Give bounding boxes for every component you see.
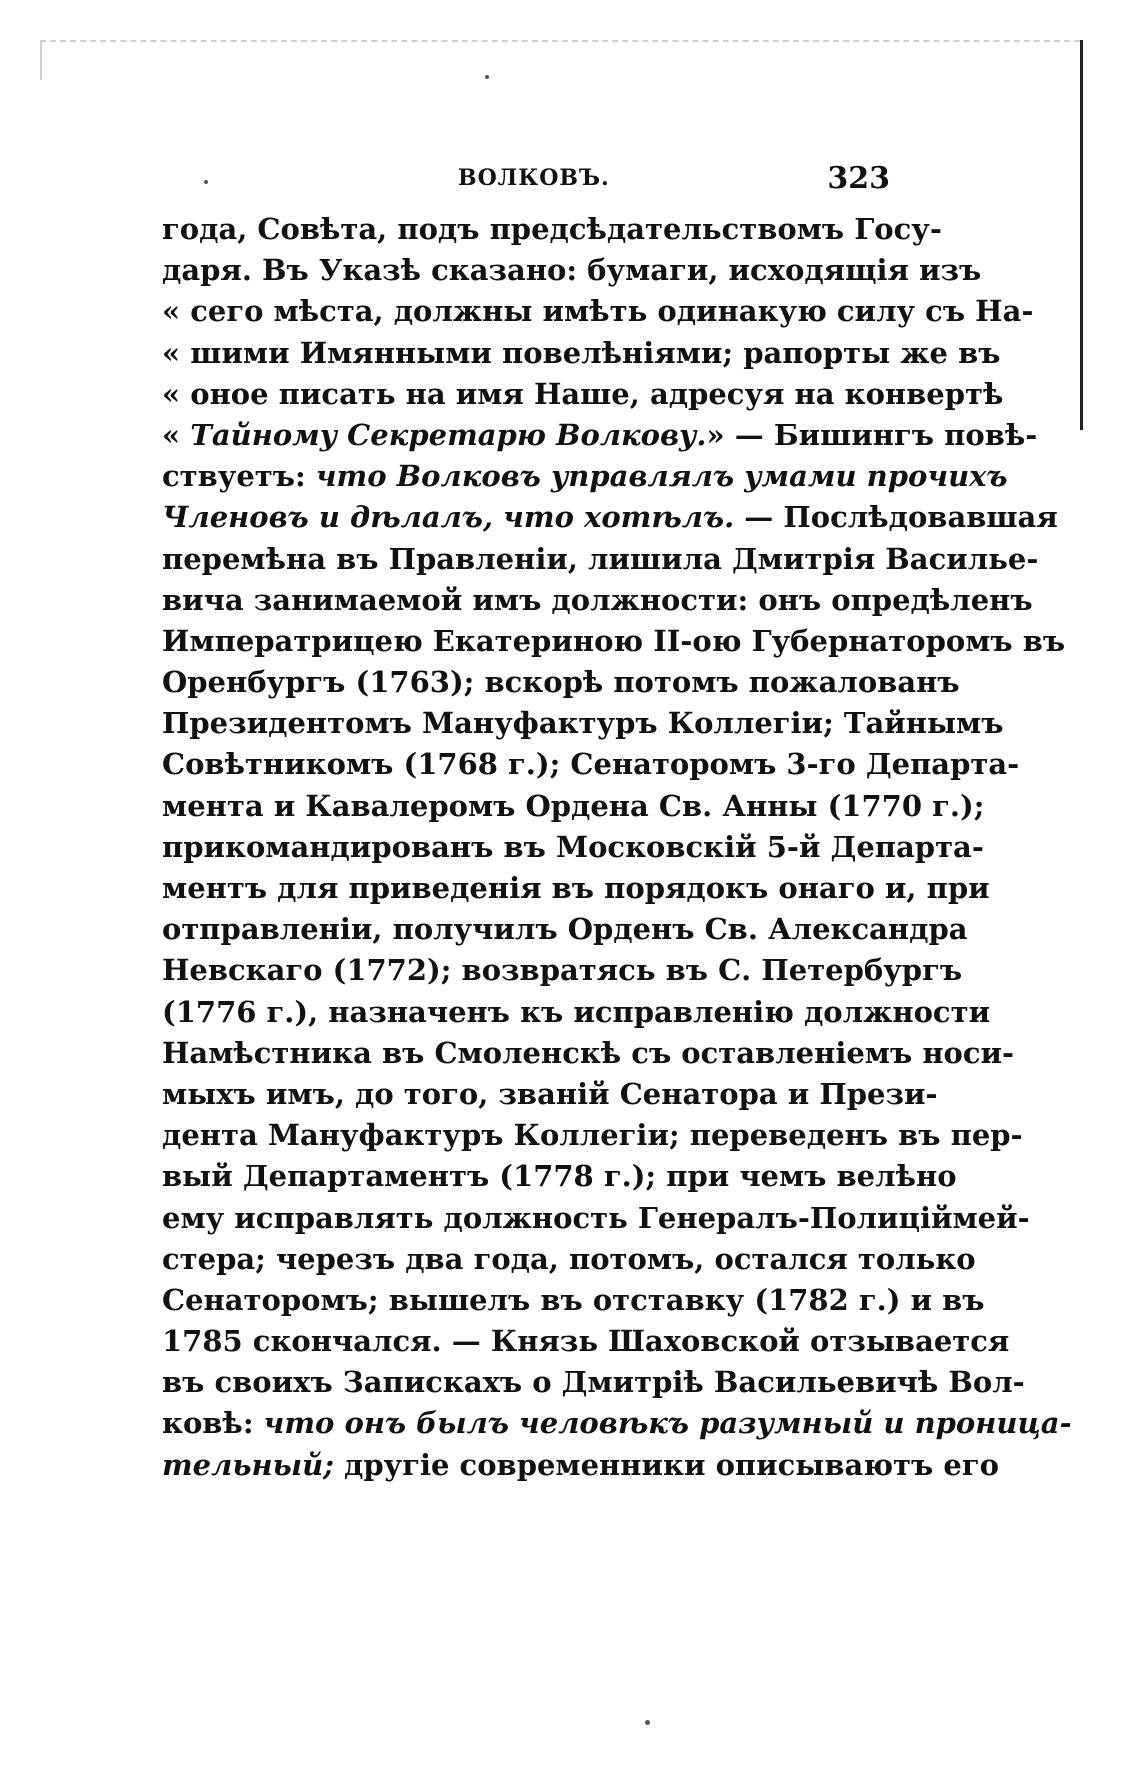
text-line bbox=[162, 1156, 957, 1197]
text-segment: ему исправлять должность Генералъ-Полиціймей- bbox=[162, 1200, 1030, 1235]
text-segment: стера; черезъ два года, потомъ, остался только bbox=[162, 1241, 976, 1276]
text-segment: Оренбургъ (1763); вскорѣ потомъ пожалованъ bbox=[162, 665, 960, 700]
text-line bbox=[162, 950, 963, 991]
text-line bbox=[162, 497, 1058, 538]
text-segment: ствуетъ: bbox=[162, 459, 316, 494]
text-line bbox=[162, 1239, 976, 1280]
text-segment: вича занимаемой имъ должности: онъ опредѣленъ bbox=[162, 582, 1033, 617]
text-segment: ментъ для приведенія въ порядокъ онаго и, при bbox=[162, 871, 990, 905]
text-line bbox=[162, 580, 1033, 621]
text-line bbox=[162, 1362, 1025, 1403]
text-segment: Императрицею Екатериною II-ою Губернаторомъ въ bbox=[162, 623, 1066, 658]
text-segment: Сенаторомъ; вышелъ въ отставку (1782 г.) и въ bbox=[162, 1282, 985, 1317]
text-segment: вый Департаментъ (1778 г.); при чемъ велѣно bbox=[162, 1159, 957, 1194]
text-segment: « сего мѣста, должны имѣть одинакую силу съ На- bbox=[162, 294, 1034, 329]
italic-segment: тельный; bbox=[162, 1447, 334, 1482]
scan-edge-top bbox=[40, 40, 1080, 42]
scan-edge-left bbox=[40, 40, 42, 80]
text-segment: Президентомъ Мануфактуръ Коллегіи; Тайнымъ bbox=[162, 706, 1004, 741]
text-segment: « bbox=[162, 417, 191, 452]
italic-segment: Тайному Секретарю Волкову. bbox=[190, 417, 707, 452]
text-line bbox=[162, 456, 1008, 497]
text-line bbox=[162, 539, 1039, 580]
text-line bbox=[162, 1445, 999, 1486]
running-title: ВОЛКОВЪ. bbox=[458, 165, 610, 191]
text-line bbox=[162, 1403, 1072, 1444]
italic-segment: Членовъ и дѣлалъ, что хотѣлъ. bbox=[162, 500, 735, 535]
text-line bbox=[162, 250, 982, 291]
text-line bbox=[162, 621, 1066, 662]
text-segment: перемѣна въ Правленіи, лишила Дмитрія Василье- bbox=[162, 541, 1039, 576]
text-line bbox=[162, 662, 960, 703]
text-line bbox=[162, 374, 1004, 415]
text-segment: 1785 скончался. — Князь Шаховской отзывается bbox=[162, 1324, 1010, 1359]
text-segment: « оное писать на имя Наше, адресуя на конвертѣ bbox=[162, 376, 1004, 411]
text-segment: — Послѣдовавшая bbox=[734, 500, 1058, 535]
text-segment: мыхъ имъ, до того, званій Сенатора и Прези- bbox=[162, 1076, 938, 1111]
text-segment: прикомандированъ въ Московскій 5-й Департа- bbox=[162, 829, 984, 864]
text-segment: года, Совѣта, подъ предсѣдательствомъ Госу- bbox=[162, 212, 942, 246]
text-line bbox=[162, 1198, 1030, 1239]
text-line bbox=[162, 703, 1004, 744]
italic-segment: что Волковъ управлялъ умами прочихъ bbox=[315, 459, 1008, 494]
text-line bbox=[162, 992, 991, 1033]
text-line bbox=[162, 909, 968, 950]
body-text bbox=[162, 209, 1072, 1486]
text-segment: « шими Имянными повелѣніями; рапорты же въ bbox=[162, 335, 1001, 370]
text-line bbox=[162, 291, 1034, 332]
scan-speck bbox=[645, 1720, 650, 1725]
running-head bbox=[162, 161, 890, 209]
text-segment: Совѣтникомъ (1768 г.); Сенаторомъ 3-го Департа- bbox=[162, 747, 1020, 782]
text-line bbox=[162, 786, 985, 827]
text-segment: Намѣстника въ Смоленскѣ съ оставленіемъ носи- bbox=[162, 1035, 1015, 1070]
text-line bbox=[162, 868, 990, 909]
book-page bbox=[162, 161, 1072, 1486]
text-line bbox=[162, 1033, 1015, 1074]
text-segment: другіе современники описываютъ его bbox=[333, 1447, 999, 1482]
text-segment: » — Бишингъ повѣ- bbox=[706, 417, 1038, 452]
text-segment: даря. Въ Указѣ сказано: бумаги, исходящія изъ bbox=[162, 253, 982, 288]
text-line bbox=[162, 1280, 985, 1321]
text-line bbox=[162, 744, 1020, 785]
text-segment: ковѣ: bbox=[162, 1406, 264, 1441]
text-segment: отправленіи, получилъ Орденъ Св. Александра bbox=[162, 912, 968, 947]
text-line bbox=[162, 827, 984, 868]
text-line bbox=[162, 1115, 1023, 1156]
text-line bbox=[162, 209, 942, 250]
text-line bbox=[162, 415, 1038, 456]
text-segment: мента и Кавалеромъ Ордена Св. Анны (1770 г.); bbox=[162, 788, 985, 823]
page-number: 323 bbox=[827, 161, 890, 196]
scan-edge-right bbox=[1080, 40, 1083, 430]
text-segment: дента Мануфактуръ Коллегіи; переведенъ въ пер- bbox=[162, 1118, 1023, 1153]
text-segment: (1776 г.), назначенъ къ исправленію должности bbox=[162, 994, 991, 1029]
text-line bbox=[162, 1074, 938, 1115]
text-segment: въ своихъ Запискахъ о Дмитріѣ Васильевичѣ Вол- bbox=[162, 1365, 1025, 1400]
text-line bbox=[162, 1321, 1010, 1362]
text-segment: Невскаго (1772); возвратясь въ С. Петербургъ bbox=[162, 953, 963, 988]
text-line bbox=[162, 333, 1001, 374]
italic-segment: что онъ былъ человѣкъ разумный и проница- bbox=[263, 1406, 1072, 1441]
scan-speck bbox=[485, 75, 489, 79]
